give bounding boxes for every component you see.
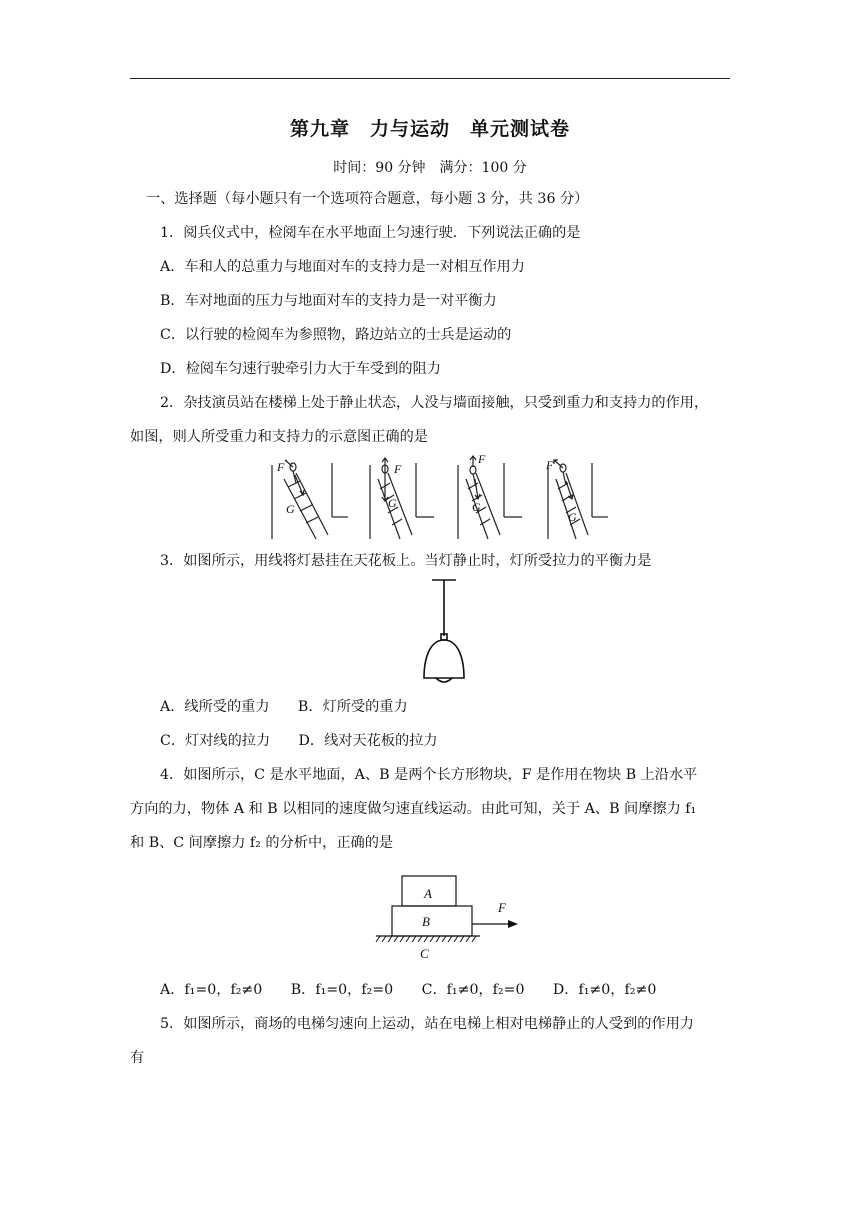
q2-c-label-g: G: [472, 500, 481, 514]
q2-stem-line1: 2．杂技演员站在楼梯上处于静止状态，人没与墙面接触，只受到重力和支持力的作用，: [160, 395, 709, 411]
q2-diagram-c: [458, 456, 522, 539]
ground-hatching: [376, 936, 476, 942]
q2-a-label-f: F: [277, 460, 285, 474]
q4-stem-line3: 和 B、C 间摩擦力 f₂ 的分析中，正确的是: [130, 835, 394, 851]
label-ground-c: C: [420, 946, 429, 961]
exam-meta: 时间：90 分钟 满分：100 分: [333, 160, 527, 176]
q5-stem-line2: 有: [130, 1050, 145, 1066]
q1-option-d: D．检阅车匀速行驶牵引力大于车受到的阻力: [160, 361, 441, 377]
q2-c-label-f: F: [478, 455, 486, 466]
q1-option-b: B．车对地面的压力与地面对车的支持力是一对平衡力: [160, 293, 497, 309]
q2-figure-acrobat-diagrams: [270, 455, 610, 545]
header-rule: [130, 78, 730, 79]
q2-a-label-g: G: [286, 502, 295, 516]
q4-figure-blocks: [374, 872, 526, 964]
q2-diagram-d: [548, 460, 608, 539]
q2-stem-line2: 如图，则人所受重力和支持力的示意图正确的是: [130, 429, 428, 445]
label-block-b: B: [422, 914, 430, 929]
label-block-a: A: [424, 886, 432, 901]
q1-option-c: C．以行驶的检阅车为参照物，路边站立的士兵是运动的: [160, 327, 512, 343]
lamp-shade: [424, 640, 464, 678]
q3-options-row1: A．线所受的重力 B．灯所受的重力: [160, 699, 408, 715]
q1-stem: 1．阅兵仪式中，检阅车在水平地面上匀速行驶．下列说法正确的是: [160, 225, 581, 241]
q4-options: A．f₁=0，f₂≠0 B．f₁=0，f₂=0 C．f₁≠0，f₂=0 D．f₁≠0，f₂≠0: [160, 982, 657, 998]
q2-b-label-g: G: [388, 496, 397, 510]
q3-options-row2: C．灯对线的拉力 D．线对天花板的拉力: [160, 733, 438, 749]
section-heading: 一、选择题（每小题只有一个选项符合题意，每小题 3 分，共 36 分）: [146, 191, 589, 207]
q2-d-label-g: G: [568, 510, 577, 524]
label-force-f: F: [498, 900, 506, 915]
q2-diagram-b: [370, 458, 434, 539]
q1-option-a: A．车和人的总重力与地面对车的支持力是一对相互作用力: [160, 259, 525, 275]
block-b: [392, 906, 472, 936]
page-title: 第九章 力与运动 单元测试卷: [289, 118, 570, 140]
q4-stem-line1: 4．如图所示，C 是水平地面，A、B 是两个长方形物块，F 是作用在物块 B 上沿水平: [160, 767, 698, 783]
q3-stem: 3．如图所示，用线将灯悬挂在天花板上。当灯静止时，灯所受拉力的平衡力是: [160, 553, 652, 569]
q4-stem-line2: 方向的力，物体 A 和 B 以相同的速度做匀速直线运动。由此可知，关于 A、B 间摩擦力 f₁: [130, 801, 697, 817]
q5-stem-line1: 5．如图所示，商场的电梯匀速向上运动，站在电梯上相对电梯静止的人受到的作用力: [160, 1016, 694, 1032]
force-f-arrowhead: [508, 920, 518, 928]
q2-d-label-f: F: [546, 458, 554, 472]
q3-figure-hanging-lamp: [418, 578, 470, 690]
q2-b-label-f: F: [394, 462, 402, 476]
